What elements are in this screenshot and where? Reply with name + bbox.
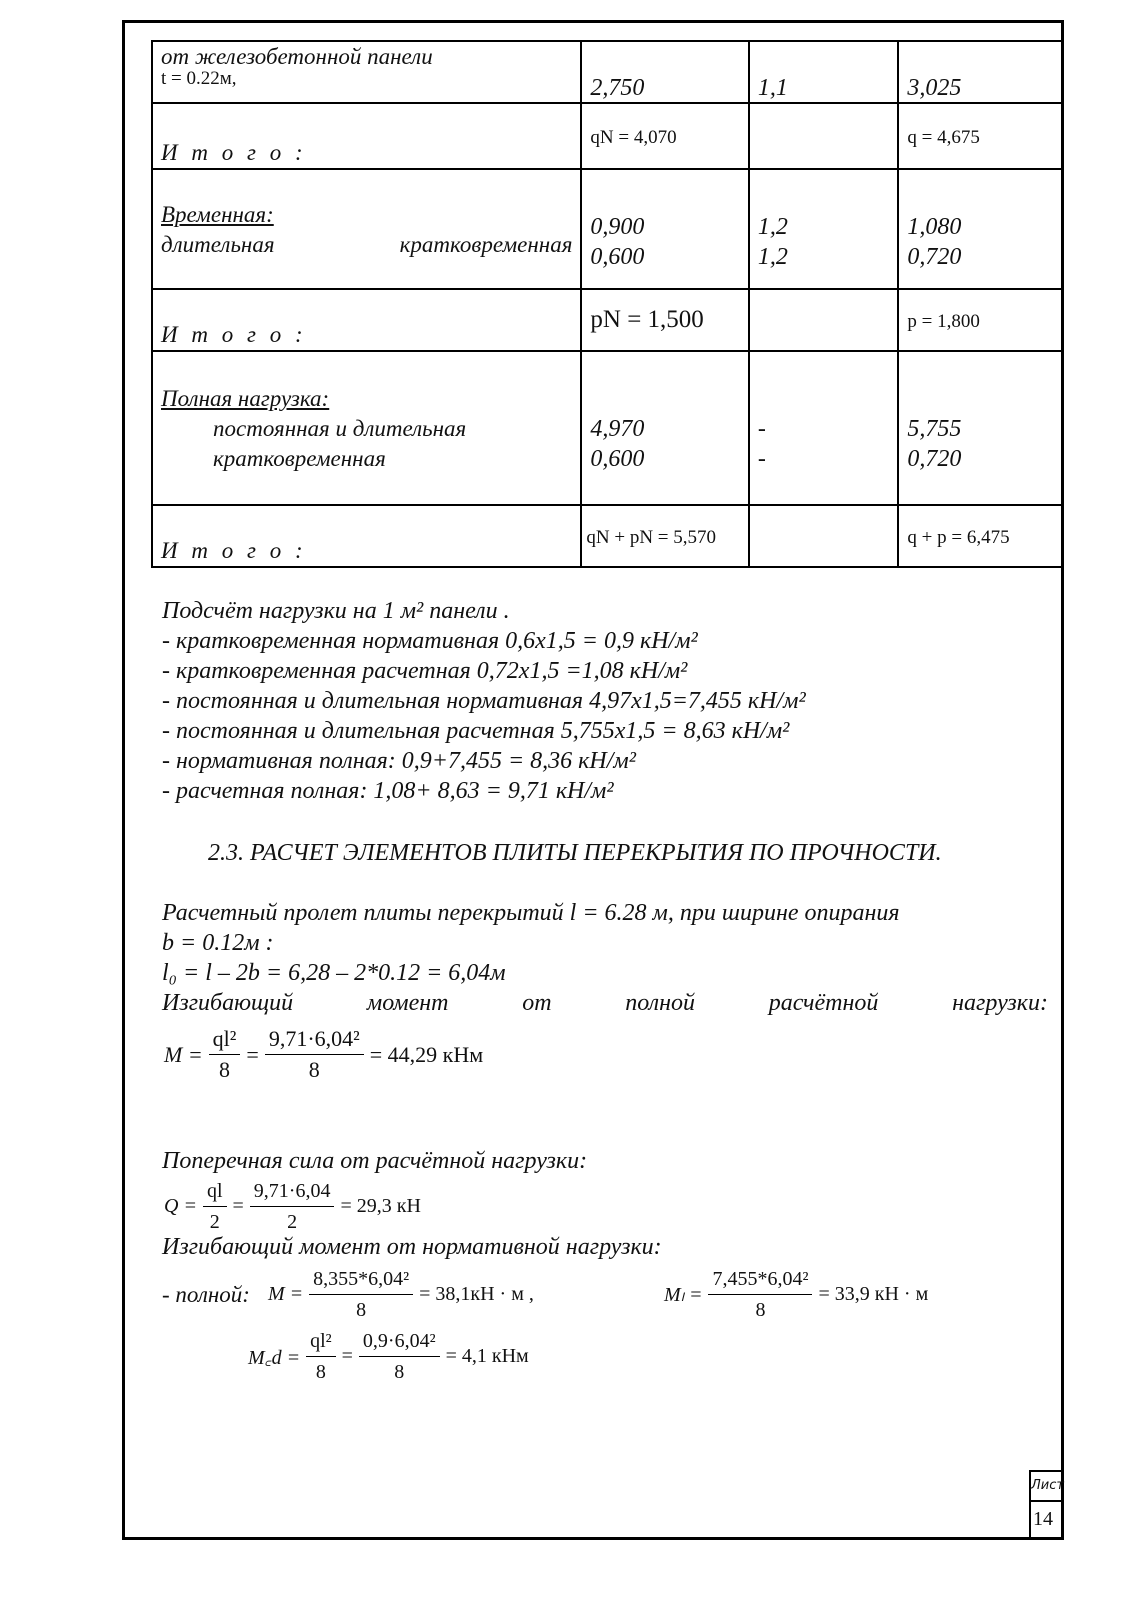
table-cell: qN = 4,070 — [581, 103, 749, 169]
calc-line: - кратковременная нормативная 0,6х1,5 = 0,9 кН/м² — [162, 628, 698, 654]
table-row — [152, 289, 1062, 351]
calc-line: - нормативная полная: 0,9+7,455 = 8,36 кН/м² — [162, 748, 636, 774]
table-cell: 3,025 — [898, 41, 1062, 103]
row-label: от железобетонной панели — [161, 44, 433, 69]
table-row — [152, 351, 1062, 505]
formula-full-moment: - полной: M = $\frac{\text{8,355*6,04²}}{8}$ = 38,1кН · м , — [162, 1264, 534, 1325]
table-cell: 5,755 0,720 — [898, 351, 1062, 505]
table-cell: qN + pN = 5,570 — [581, 505, 749, 567]
sheet-label: Лист — [1031, 1472, 1064, 1502]
formula-moment: M = $\frac{\text{ql²}}{8}$ = $\frac{\text{9,71·6,04²}}{8}$ = 44,29 кНм — [164, 1026, 484, 1082]
table-cell — [749, 289, 899, 351]
table-cell: 0,900 0,600 — [581, 169, 749, 289]
paragraph: Поперечная сила от расчётной нагрузки: — [162, 1148, 588, 1174]
table-cell — [749, 505, 899, 567]
formula-long-moment: Mₗ = $\frac{\text{7,455*6,04²}}{8}$ = 33,9 кН · м — [664, 1264, 928, 1325]
section-heading: 2.3. РАСЧЕТ ЭЛЕМЕНТОВ ПЛИТЫ ПЕРЕКРЫТИЯ ПО ПРОЧНОСТИ. — [208, 840, 942, 866]
table-cell: Полная нагрузка: постоянная и длительная кратковременная — [152, 351, 581, 505]
table-cell: Временная: длительная кратковременная — [152, 169, 581, 289]
table-row — [152, 41, 1062, 103]
table-cell: 1,2 1,2 — [749, 169, 899, 289]
justified-line: Изгибающий момент от полной расчётной нагрузки: — [162, 990, 1048, 1016]
table-cell: - - — [749, 351, 899, 505]
table-cell: q = 4,675 — [898, 103, 1062, 169]
sheet-number: 14 — [1033, 1508, 1053, 1530]
table-cell — [152, 41, 581, 103]
table-cell: pN = 1,500 — [581, 289, 749, 351]
table-row — [152, 505, 1062, 567]
table-row — [152, 169, 1062, 289]
calc-line: - постоянная и длительная расчетная 5,755х1,5 = 8,63 кН/м² — [162, 718, 790, 744]
table-cell: 4,970 0,600 — [581, 351, 749, 505]
loads-table — [151, 40, 1063, 568]
calc-line: - кратковременная расчетная 0,72х1,5 =1,08 кН/м² — [162, 658, 688, 684]
calc-title: Подсчёт нагрузки на 1 м² панели . — [162, 598, 510, 624]
table-cell: 1,080 0,720 — [898, 169, 1062, 289]
table-cell: И т о г о : — [152, 103, 581, 169]
formula-shear: Q = $\frac{ql}{2}$ = $\frac{9,71\cdot 6,04}{2}$ = 29,3 кН — [164, 1176, 421, 1237]
table-cell: 2,750 — [581, 41, 749, 103]
formula-short-moment: M꜀d = $\frac{\text{ql²}}{8}$ = $\frac{\text{0,9·6,04²}}{8}$ = 4,1 кНм — [248, 1326, 529, 1387]
calc-line: - постоянная и длительная нормативная 4,97х1,5=7,455 кН/м² — [162, 688, 806, 714]
table-cell: И т о г о : — [152, 289, 581, 351]
table-row — [152, 103, 1062, 169]
table-cell: p = 1,800 — [898, 289, 1062, 351]
row-sublabel: t = 0.22м, — [161, 68, 237, 89]
paragraph: l₀ = l – 2b = 6,28 – 2*0.12 = 6,04м — [162, 960, 506, 986]
table-cell: И т о г о : — [152, 505, 581, 567]
sheet-number-box — [1029, 1470, 1064, 1540]
table-cell: q + p = 6,475 — [898, 505, 1062, 567]
paragraph: Расчетный пролет плиты перекрытий l = 6.28 м, при ширине опирания — [162, 900, 900, 926]
table-cell: 1,1 — [749, 41, 899, 103]
paragraph: Изгибающий момент от нормативной нагрузки: — [162, 1234, 662, 1260]
calc-line: - расчетная полная: 1,08+ 8,63 = 9,71 кН/м² — [162, 778, 614, 804]
paragraph: b = 0.12м : — [162, 930, 274, 956]
table-cell — [749, 103, 899, 169]
